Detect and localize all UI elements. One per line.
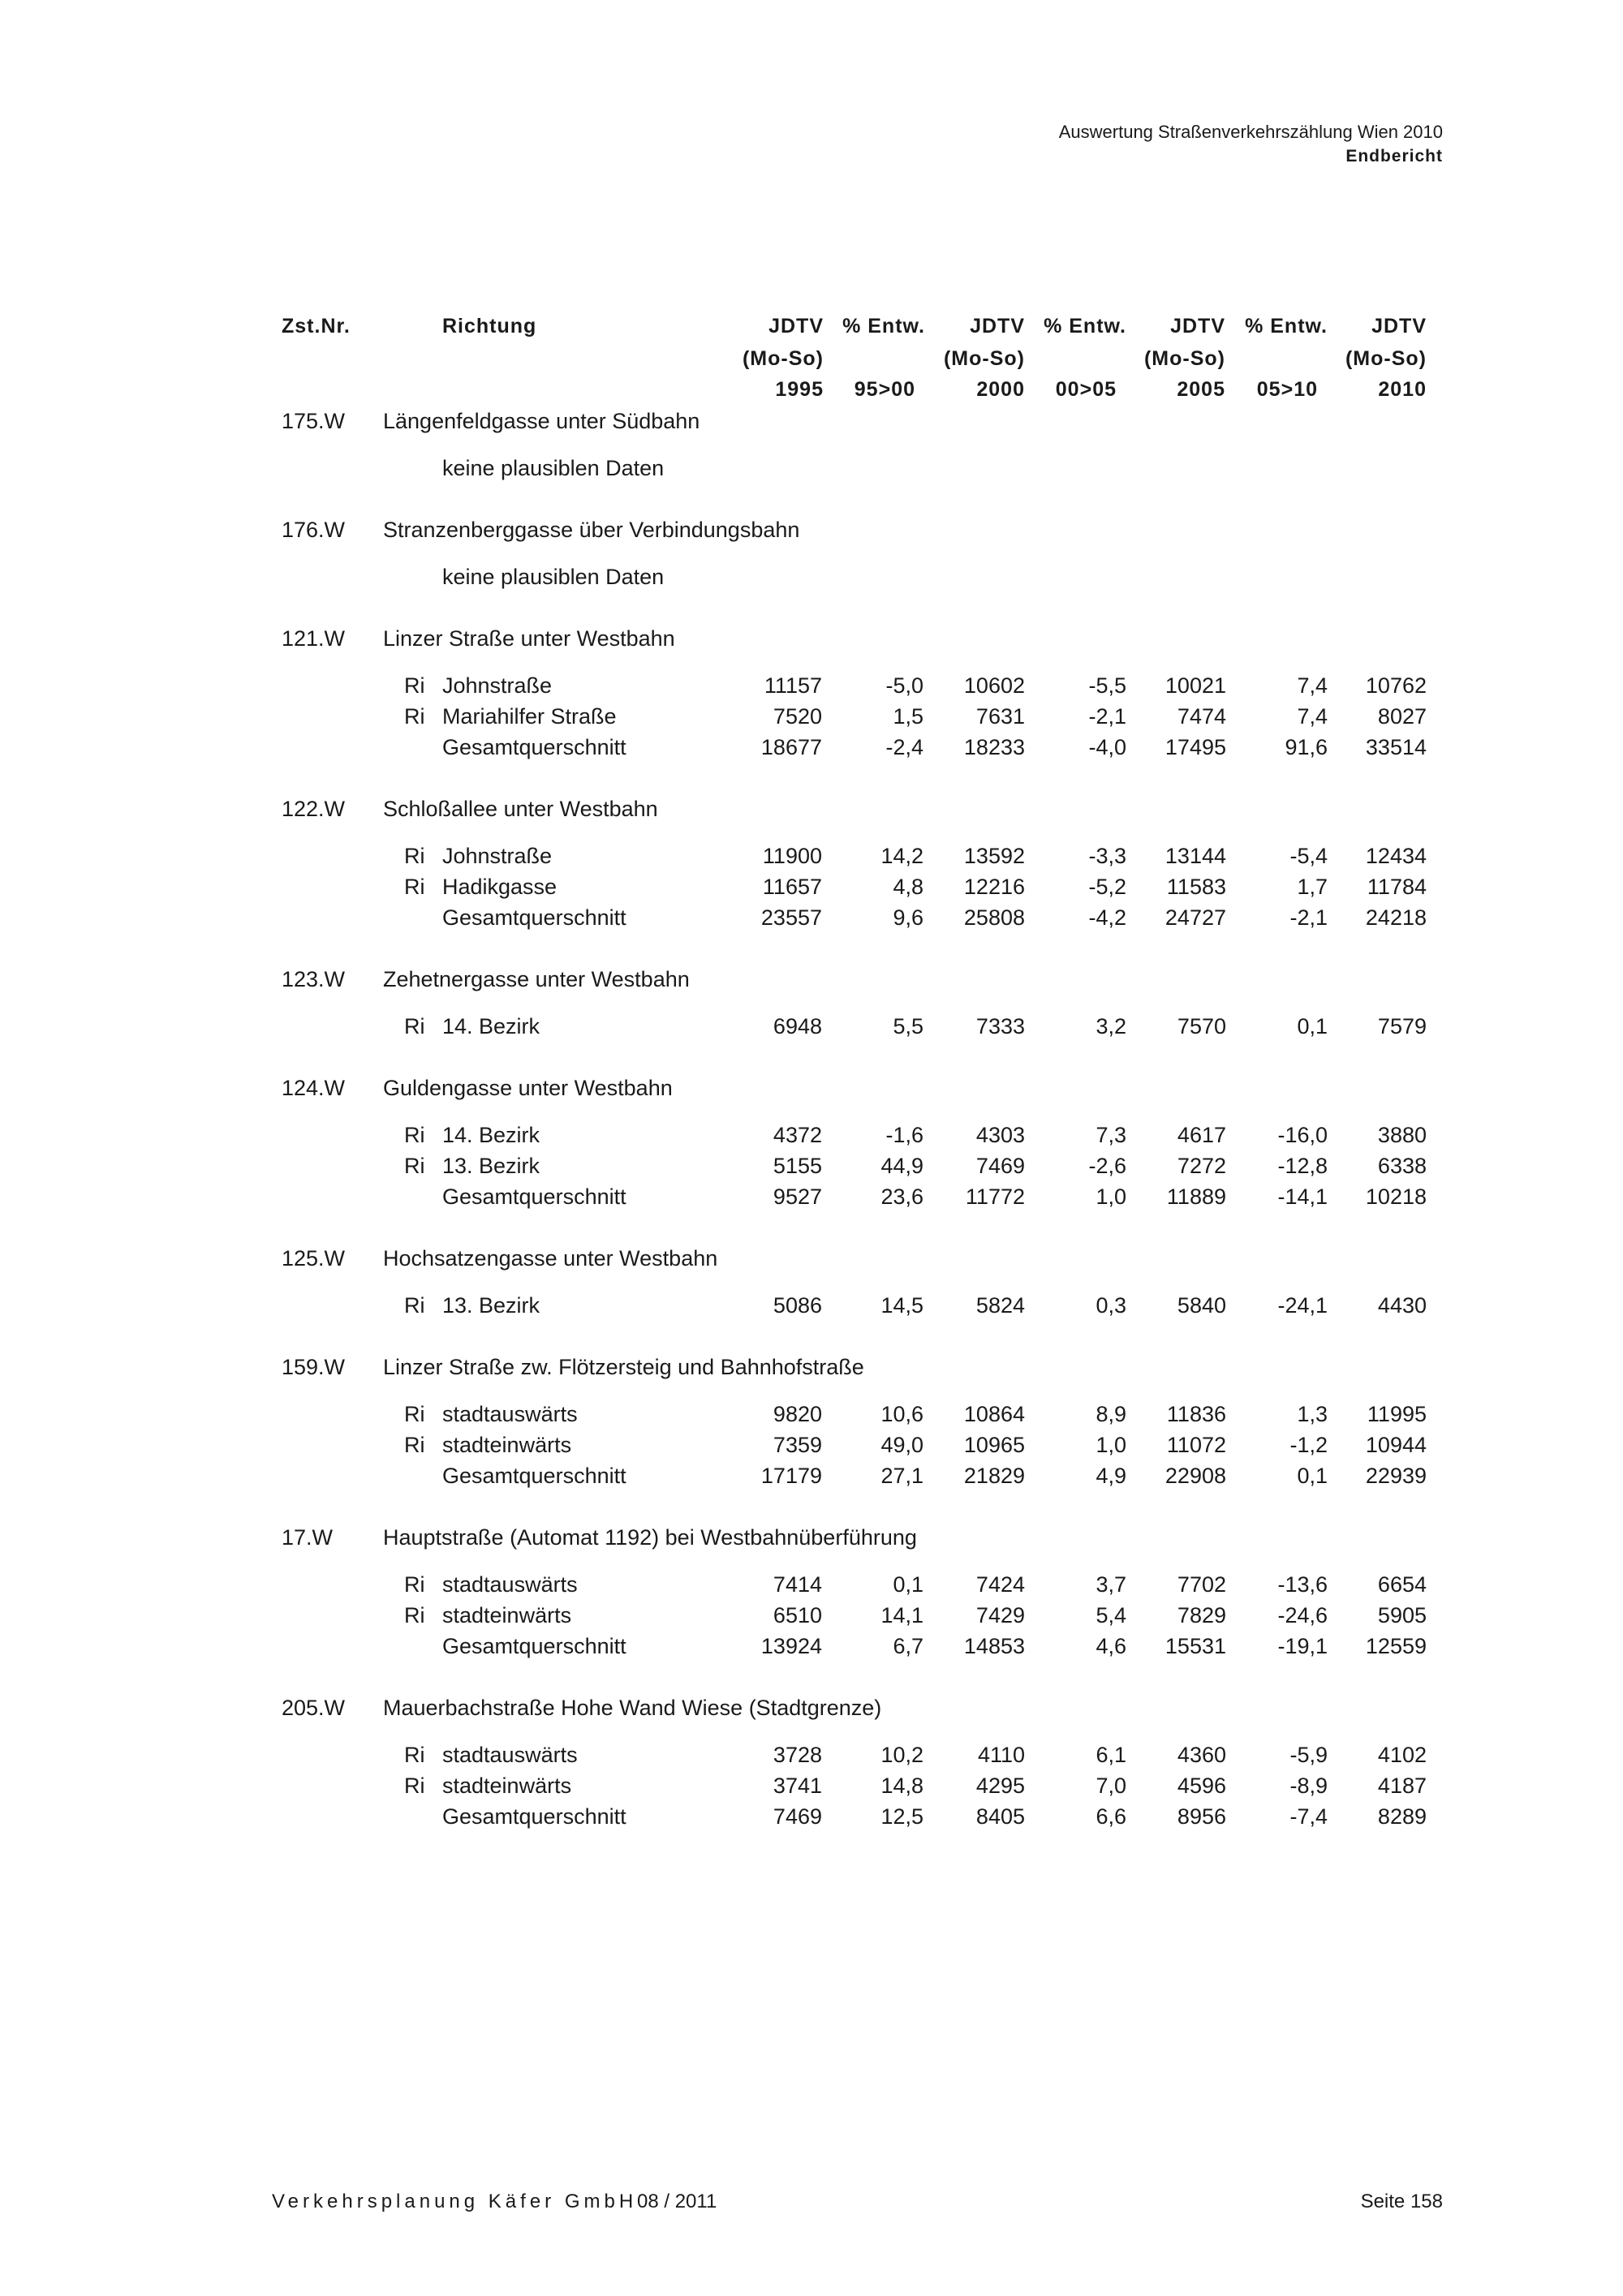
station-name: Schloßallee unter Westbahn bbox=[383, 797, 658, 821]
cell-jdtv-2005: 11889 bbox=[1166, 1185, 1226, 1209]
cell-entw-95-00: 23,6 bbox=[880, 1185, 923, 1209]
direction-label: Johnstraße bbox=[442, 844, 553, 868]
station-number: 159.W bbox=[282, 1355, 346, 1379]
cell-entw-95-00: 14,2 bbox=[880, 844, 923, 868]
cell-entw-00-05: 4,9 bbox=[1096, 1464, 1126, 1488]
cell-jdtv-2005: 5840 bbox=[1177, 1293, 1226, 1318]
cell-entw-00-05: 7,0 bbox=[1096, 1774, 1126, 1798]
ri-label: Ri bbox=[404, 1572, 425, 1597]
cell-entw-05-10: 1,3 bbox=[1297, 1402, 1328, 1426]
direction-label: stadtauswärts bbox=[442, 1402, 578, 1426]
cell-jdtv-2010: 6654 bbox=[1377, 1572, 1427, 1597]
cell-entw-05-10: -14,1 bbox=[1277, 1185, 1328, 1209]
cell-entw-05-10: 7,4 bbox=[1297, 673, 1328, 698]
ri-label: Ri bbox=[404, 1774, 425, 1798]
cell-jdtv-2010: 4187 bbox=[1377, 1774, 1427, 1798]
cell-entw-00-05: 6,6 bbox=[1096, 1804, 1126, 1829]
cell-entw-00-05: -5,2 bbox=[1088, 875, 1126, 899]
col-year-2000: 2000 bbox=[976, 378, 1025, 401]
cell-jdtv-1995: 13924 bbox=[760, 1634, 822, 1658]
cell-entw-00-05: 5,4 bbox=[1096, 1603, 1126, 1627]
cell-entw-95-00: -1,6 bbox=[885, 1123, 923, 1147]
cell-entw-05-10: -24,1 bbox=[1277, 1293, 1328, 1318]
station-name: Längenfeldgasse unter Südbahn bbox=[383, 409, 700, 433]
cell-jdtv-2010: 12559 bbox=[1365, 1634, 1427, 1658]
station-note: keine plausiblen Daten bbox=[442, 565, 665, 589]
cell-entw-00-05: 3,7 bbox=[1096, 1572, 1126, 1597]
cell-jdtv-1995: 18677 bbox=[760, 735, 822, 759]
cell-entw-00-05: 8,9 bbox=[1096, 1402, 1126, 1426]
cell-entw-00-05: 1,0 bbox=[1096, 1433, 1126, 1457]
cell-jdtv-2000: 10602 bbox=[963, 673, 1025, 698]
cell-entw-95-00: 12,5 bbox=[880, 1804, 923, 1829]
cell-jdtv-2000: 4295 bbox=[975, 1774, 1025, 1798]
cell-entw-95-00: -5,0 bbox=[885, 673, 923, 698]
cell-entw-95-00: 10,2 bbox=[880, 1743, 923, 1767]
cell-jdtv-2010: 22939 bbox=[1365, 1464, 1427, 1488]
cell-jdtv-1995: 9820 bbox=[773, 1402, 822, 1426]
cell-jdtv-2010: 8027 bbox=[1377, 704, 1427, 729]
station-number: 123.W bbox=[282, 967, 346, 991]
cell-entw-05-10: -5,4 bbox=[1289, 844, 1328, 868]
total-label: Gesamtquerschnitt bbox=[442, 905, 626, 930]
cell-entw-00-05: 7,3 bbox=[1096, 1123, 1126, 1147]
col-year-2010: 2010 bbox=[1378, 378, 1427, 401]
cell-jdtv-2005: 7272 bbox=[1177, 1154, 1226, 1178]
total-label: Gesamtquerschnitt bbox=[442, 1185, 626, 1209]
cell-jdtv-2000: 12216 bbox=[963, 875, 1025, 899]
direction-label: Mariahilfer Straße bbox=[442, 704, 617, 729]
direction-label: stadteinwärts bbox=[442, 1603, 572, 1627]
cell-jdtv-2010: 6338 bbox=[1377, 1154, 1427, 1178]
cell-entw-95-00: 10,6 bbox=[880, 1402, 923, 1426]
direction-label: 13. Bezirk bbox=[442, 1154, 540, 1178]
cell-jdtv-2005: 15531 bbox=[1165, 1634, 1226, 1658]
cell-jdtv-2005: 11072 bbox=[1166, 1433, 1226, 1457]
cell-entw-05-10: -1,2 bbox=[1289, 1433, 1328, 1457]
cell-jdtv-1995: 7414 bbox=[773, 1572, 822, 1597]
station-number: 176.W bbox=[282, 518, 346, 542]
direction-label: stadteinwärts bbox=[442, 1774, 572, 1798]
cell-jdtv-1995: 5086 bbox=[773, 1293, 822, 1318]
station-name: Linzer Straße zw. Flötzersteig und Bahnhofstraße bbox=[383, 1355, 864, 1379]
cell-jdtv-1995: 7520 bbox=[773, 704, 822, 729]
col-direction: Richtung bbox=[442, 315, 537, 338]
cell-jdtv-1995: 3741 bbox=[773, 1774, 822, 1798]
cell-entw-05-10: -19,1 bbox=[1277, 1634, 1328, 1658]
col-period-00-05: 00>05 bbox=[1055, 378, 1117, 401]
cell-jdtv-2010: 10944 bbox=[1365, 1433, 1427, 1457]
cell-entw-05-10: 0,1 bbox=[1297, 1464, 1328, 1488]
cell-jdtv-2000: 5824 bbox=[975, 1293, 1025, 1318]
footer-date: 08 / 2011 bbox=[637, 2191, 717, 2212]
station-name: Hauptstraße (Automat 1192) bei Westbahnüberführung bbox=[383, 1525, 917, 1550]
station-name: Linzer Straße unter Westbahn bbox=[383, 626, 675, 651]
cell-entw-05-10: -5,9 bbox=[1289, 1743, 1328, 1767]
cell-jdtv-2010: 5905 bbox=[1377, 1603, 1427, 1627]
col-mo-so-2005: (Mo-So) bbox=[1143, 347, 1225, 370]
ri-label: Ri bbox=[404, 1154, 425, 1178]
direction-label: stadtauswärts bbox=[442, 1572, 578, 1597]
cell-entw-05-10: 91,6 bbox=[1285, 735, 1328, 759]
station-number: 124.W bbox=[282, 1076, 346, 1100]
cell-jdtv-2010: 10218 bbox=[1365, 1185, 1427, 1209]
col-year-2005: 2005 bbox=[1177, 378, 1225, 401]
cell-jdtv-1995: 6948 bbox=[773, 1014, 822, 1038]
report-title: Auswertung Straßenverkehrszählung Wien 2010 bbox=[1058, 122, 1443, 142]
ri-label: Ri bbox=[404, 875, 425, 899]
cell-entw-95-00: 0,1 bbox=[893, 1572, 923, 1597]
station-number: 125.W bbox=[282, 1246, 346, 1271]
cell-entw-05-10: -24,6 bbox=[1277, 1603, 1328, 1627]
cell-entw-95-00: 4,8 bbox=[893, 875, 923, 899]
ri-label: Ri bbox=[404, 704, 425, 729]
cell-jdtv-2005: 22908 bbox=[1165, 1464, 1226, 1488]
report-subtitle: Endbericht bbox=[1345, 147, 1443, 166]
cell-entw-05-10: -16,0 bbox=[1277, 1123, 1328, 1147]
total-label: Gesamtquerschnitt bbox=[442, 735, 626, 759]
cell-jdtv-1995: 7469 bbox=[773, 1804, 822, 1829]
cell-entw-95-00: 14,5 bbox=[880, 1293, 923, 1318]
cell-jdtv-1995: 3728 bbox=[773, 1743, 822, 1767]
cell-entw-05-10: 7,4 bbox=[1297, 704, 1328, 729]
cell-jdtv-2000: 7424 bbox=[975, 1572, 1025, 1597]
cell-entw-05-10: -13,6 bbox=[1277, 1572, 1328, 1597]
cell-entw-95-00: 14,1 bbox=[880, 1603, 923, 1627]
station-number: 121.W bbox=[282, 626, 346, 651]
cell-jdtv-2000: 4303 bbox=[975, 1123, 1025, 1147]
cell-jdtv-1995: 11657 bbox=[762, 875, 822, 899]
station-number: 175.W bbox=[282, 409, 346, 433]
cell-jdtv-2010: 33514 bbox=[1365, 735, 1427, 759]
cell-entw-00-05: -2,1 bbox=[1088, 704, 1126, 729]
cell-jdtv-1995: 11900 bbox=[762, 844, 822, 868]
cell-jdtv-2005: 8956 bbox=[1177, 1804, 1226, 1829]
cell-entw-00-05: -5,5 bbox=[1088, 673, 1126, 698]
cell-entw-00-05: 1,0 bbox=[1096, 1185, 1126, 1209]
col-jdtv-2005: JDTV bbox=[1170, 315, 1225, 338]
cell-jdtv-2000: 10864 bbox=[963, 1402, 1025, 1426]
cell-entw-00-05: 4,6 bbox=[1096, 1634, 1126, 1658]
cell-jdtv-2010: 11784 bbox=[1367, 875, 1427, 899]
cell-jdtv-2010: 7579 bbox=[1377, 1014, 1427, 1038]
cell-jdtv-2000: 14853 bbox=[963, 1634, 1025, 1658]
ri-label: Ri bbox=[404, 1603, 425, 1627]
direction-label: 14. Bezirk bbox=[442, 1014, 540, 1038]
col-mo-so-1995: (Mo-So) bbox=[742, 347, 824, 370]
direction-label: stadtauswärts bbox=[442, 1743, 578, 1767]
cell-entw-05-10: -7,4 bbox=[1289, 1804, 1328, 1829]
cell-entw-05-10: 0,1 bbox=[1297, 1014, 1328, 1038]
station-name: Stranzenberggasse über Verbindungsbahn bbox=[383, 518, 800, 542]
ri-label: Ri bbox=[404, 1433, 425, 1457]
cell-jdtv-2000: 8405 bbox=[975, 1804, 1025, 1829]
station-number: 205.W bbox=[282, 1696, 346, 1720]
cell-entw-00-05: -4,0 bbox=[1088, 735, 1126, 759]
direction-label: 14. Bezirk bbox=[442, 1123, 540, 1147]
cell-jdtv-2010: 3880 bbox=[1377, 1123, 1427, 1147]
cell-entw-05-10: -2,1 bbox=[1289, 905, 1328, 930]
ri-label: Ri bbox=[404, 1743, 425, 1767]
ri-label: Ri bbox=[404, 1402, 425, 1426]
cell-jdtv-2005: 13144 bbox=[1165, 844, 1226, 868]
cell-jdtv-2010: 12434 bbox=[1365, 844, 1427, 868]
col-entw-05-10: % Entw. bbox=[1245, 315, 1328, 338]
cell-jdtv-2000: 11772 bbox=[965, 1185, 1025, 1209]
direction-label: Johnstraße bbox=[442, 673, 553, 698]
cell-jdtv-2005: 24727 bbox=[1165, 905, 1226, 930]
cell-jdtv-2005: 7702 bbox=[1177, 1572, 1226, 1597]
cell-entw-00-05: 6,1 bbox=[1096, 1743, 1126, 1767]
cell-jdtv-2005: 4360 bbox=[1177, 1743, 1226, 1767]
footer-page-number: Seite 158 bbox=[1360, 2191, 1443, 2212]
cell-entw-95-00: 27,1 bbox=[880, 1464, 923, 1488]
col-year-1995: 1995 bbox=[775, 378, 824, 401]
direction-label: 13. Bezirk bbox=[442, 1293, 540, 1318]
cell-jdtv-1995: 11157 bbox=[764, 673, 822, 698]
cell-entw-95-00: 6,7 bbox=[893, 1634, 923, 1658]
station-note: keine plausiblen Daten bbox=[442, 456, 665, 480]
cell-entw-05-10: -12,8 bbox=[1277, 1154, 1328, 1178]
cell-jdtv-1995: 17179 bbox=[760, 1464, 822, 1488]
cell-entw-95-00: 49,0 bbox=[880, 1433, 923, 1457]
cell-jdtv-2010: 11995 bbox=[1367, 1402, 1427, 1426]
col-jdtv-1995: JDTV bbox=[768, 315, 824, 338]
cell-jdtv-1995: 5155 bbox=[773, 1154, 822, 1178]
ri-label: Ri bbox=[404, 1014, 425, 1038]
cell-entw-00-05: 3,2 bbox=[1096, 1014, 1126, 1038]
cell-jdtv-2010: 10762 bbox=[1365, 673, 1427, 698]
cell-jdtv-1995: 9527 bbox=[773, 1185, 822, 1209]
cell-entw-95-00: -2,4 bbox=[885, 735, 923, 759]
cell-jdtv-2000: 21829 bbox=[963, 1464, 1025, 1488]
cell-jdtv-2000: 25808 bbox=[963, 905, 1025, 930]
station-name: Hochsatzengasse unter Westbahn bbox=[383, 1246, 718, 1271]
col-station: Zst.Nr. bbox=[282, 315, 351, 338]
cell-jdtv-1995: 23557 bbox=[760, 905, 822, 930]
cell-entw-00-05: -4,2 bbox=[1088, 905, 1126, 930]
cell-entw-95-00: 9,6 bbox=[893, 905, 923, 930]
cell-jdtv-2010: 4102 bbox=[1377, 1743, 1427, 1767]
cell-entw-95-00: 44,9 bbox=[880, 1154, 923, 1178]
direction-label: Hadikgasse bbox=[442, 875, 558, 899]
cell-jdtv-2000: 7429 bbox=[975, 1603, 1025, 1627]
cell-jdtv-2000: 4110 bbox=[977, 1743, 1025, 1767]
cell-entw-95-00: 1,5 bbox=[893, 704, 923, 729]
station-name: Mauerbachstraße Hohe Wand Wiese (Stadtgrenze) bbox=[383, 1696, 882, 1720]
ri-label: Ri bbox=[404, 673, 425, 698]
cell-jdtv-1995: 4372 bbox=[773, 1123, 822, 1147]
cell-entw-95-00: 14,8 bbox=[880, 1774, 923, 1798]
cell-entw-95-00: 5,5 bbox=[893, 1014, 923, 1038]
cell-jdtv-2000: 10965 bbox=[963, 1433, 1025, 1457]
cell-entw-00-05: -2,6 bbox=[1088, 1154, 1126, 1178]
col-period-95-00: 95>00 bbox=[854, 378, 915, 401]
total-label: Gesamtquerschnitt bbox=[442, 1634, 626, 1658]
cell-jdtv-2010: 8289 bbox=[1377, 1804, 1427, 1829]
col-entw-00-05: % Entw. bbox=[1044, 315, 1126, 338]
col-jdtv-2000: JDTV bbox=[970, 315, 1025, 338]
cell-jdtv-2010: 24218 bbox=[1365, 905, 1427, 930]
cell-jdtv-2010: 4430 bbox=[1377, 1293, 1427, 1318]
station-name: Guldengasse unter Westbahn bbox=[383, 1076, 673, 1100]
cell-jdtv-2000: 7631 bbox=[975, 704, 1025, 729]
cell-jdtv-2000: 18233 bbox=[963, 735, 1025, 759]
cell-jdtv-2000: 7333 bbox=[975, 1014, 1025, 1038]
cell-jdtv-2005: 11583 bbox=[1166, 875, 1226, 899]
cell-jdtv-2005: 4617 bbox=[1177, 1123, 1226, 1147]
cell-jdtv-2005: 7570 bbox=[1177, 1014, 1226, 1038]
cell-entw-00-05: -3,3 bbox=[1088, 844, 1126, 868]
ri-label: Ri bbox=[404, 844, 425, 868]
cell-jdtv-2005: 7829 bbox=[1177, 1603, 1226, 1627]
col-mo-so-2010: (Mo-So) bbox=[1345, 347, 1427, 370]
cell-entw-05-10: 1,7 bbox=[1297, 875, 1328, 899]
col-mo-so-2000: (Mo-So) bbox=[943, 347, 1025, 370]
station-number: 17.W bbox=[282, 1525, 334, 1550]
cell-jdtv-1995: 6510 bbox=[773, 1603, 822, 1627]
direction-label: stadteinwärts bbox=[442, 1433, 572, 1457]
cell-entw-00-05: 0,3 bbox=[1096, 1293, 1126, 1318]
col-entw-95-00: % Entw. bbox=[842, 315, 925, 338]
footer-company: Verkehrsplanung Käfer GmbH bbox=[272, 2191, 638, 2212]
cell-entw-05-10: -8,9 bbox=[1289, 1774, 1328, 1798]
ri-label: Ri bbox=[404, 1293, 425, 1318]
cell-jdtv-2000: 7469 bbox=[975, 1154, 1025, 1178]
ri-label: Ri bbox=[404, 1123, 425, 1147]
cell-jdtv-1995: 7359 bbox=[773, 1433, 822, 1457]
cell-jdtv-2005: 17495 bbox=[1165, 735, 1226, 759]
total-label: Gesamtquerschnitt bbox=[442, 1804, 626, 1829]
col-period-05-10: 05>10 bbox=[1256, 378, 1318, 401]
station-name: Zehetnergasse unter Westbahn bbox=[383, 967, 690, 991]
station-number: 122.W bbox=[282, 797, 346, 821]
cell-jdtv-2000: 13592 bbox=[963, 844, 1025, 868]
cell-jdtv-2005: 7474 bbox=[1177, 704, 1226, 729]
total-label: Gesamtquerschnitt bbox=[442, 1464, 626, 1488]
cell-jdtv-2005: 11836 bbox=[1166, 1402, 1226, 1426]
cell-jdtv-2005: 4596 bbox=[1177, 1774, 1226, 1798]
col-jdtv-2010: JDTV bbox=[1371, 315, 1427, 338]
cell-jdtv-2005: 10021 bbox=[1165, 673, 1226, 698]
